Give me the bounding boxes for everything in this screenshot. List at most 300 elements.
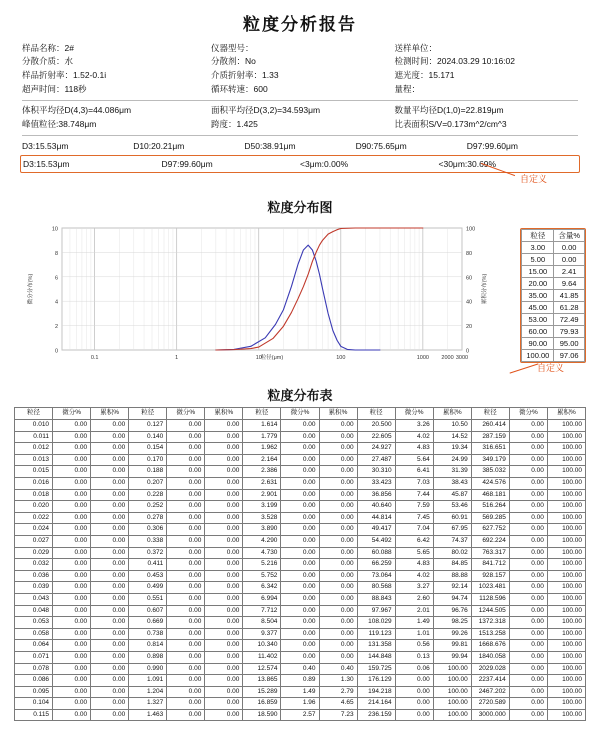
dist-cell: 92.14 bbox=[433, 582, 471, 594]
dist-cell: 0.00 bbox=[319, 454, 357, 466]
table-row bbox=[15, 512, 586, 524]
dist-cell: 0.00 bbox=[319, 420, 357, 432]
dist-cell: 0.00 bbox=[91, 675, 129, 687]
table-row bbox=[522, 266, 585, 278]
dist-cell: 2.60 bbox=[395, 593, 433, 605]
dist-cell: 100.00 bbox=[547, 663, 585, 675]
dist-cell: 0.00 bbox=[91, 698, 129, 710]
stats-block bbox=[22, 104, 578, 132]
dist-cell: 287.159 bbox=[471, 431, 509, 443]
side-table-header: 含量% bbox=[554, 230, 585, 242]
meta-field: 循环转速：600 bbox=[211, 84, 268, 95]
dist-cell: 1.962 bbox=[243, 443, 281, 455]
dist-cell: 0.00 bbox=[509, 443, 547, 455]
dist-header: 累积% bbox=[205, 408, 243, 420]
side-table-cell: 79.93 bbox=[554, 326, 585, 338]
dist-cell: 236.159 bbox=[357, 709, 395, 721]
side-table-cell: 20.00 bbox=[522, 278, 554, 290]
page-title: 粒度分析报告 bbox=[243, 15, 357, 35]
dist-cell: 80.568 bbox=[357, 582, 395, 594]
dist-cell: 4.730 bbox=[243, 547, 281, 559]
dist-cell: 0.00 bbox=[53, 454, 91, 466]
dist-cell: 0.00 bbox=[53, 628, 91, 640]
table-row bbox=[15, 489, 586, 501]
table-row bbox=[15, 593, 586, 605]
highlight-value: D3:15.53μm bbox=[23, 159, 70, 170]
dist-cell: 84.85 bbox=[433, 559, 471, 571]
table-row bbox=[522, 350, 585, 362]
dist-cell: 0.00 bbox=[91, 443, 129, 455]
dist-cell: 0.00 bbox=[509, 617, 547, 629]
side-table-cell: 100.00 bbox=[522, 350, 554, 362]
dist-cell: 0.053 bbox=[15, 617, 53, 629]
side-table-cell: 9.64 bbox=[554, 278, 585, 290]
dist-cell: 0.00 bbox=[53, 651, 91, 663]
table-row bbox=[522, 302, 585, 314]
dist-cell: 100.00 bbox=[433, 675, 471, 687]
table-row bbox=[15, 547, 586, 559]
dist-cell: 0.00 bbox=[53, 698, 91, 710]
dist-cell: 0.00 bbox=[91, 524, 129, 536]
dist-cell: 108.029 bbox=[357, 617, 395, 629]
dist-cell: 0.071 bbox=[15, 651, 53, 663]
dist-cell: 0.00 bbox=[53, 524, 91, 536]
dist-cell: 0.00 bbox=[395, 675, 433, 687]
dist-cell: 0.00 bbox=[281, 547, 319, 559]
dist-cell: 0.00 bbox=[205, 651, 243, 663]
dist-cell: 4.02 bbox=[395, 431, 433, 443]
dist-cell: 1.327 bbox=[129, 698, 167, 710]
dist-cell: 44.814 bbox=[357, 512, 395, 524]
table-row bbox=[15, 698, 586, 710]
table-row bbox=[15, 535, 586, 547]
table-row bbox=[15, 628, 586, 640]
dist-cell: 0.00 bbox=[167, 675, 205, 687]
dist-cell: 0.00 bbox=[319, 570, 357, 582]
meta-row bbox=[22, 41, 578, 55]
stats-field: 跨度：1.425 bbox=[211, 119, 258, 130]
dist-cell: 0.058 bbox=[15, 628, 53, 640]
dist-cell: 7.712 bbox=[243, 605, 281, 617]
dist-cell: 0.00 bbox=[167, 489, 205, 501]
dist-cell: 0.00 bbox=[167, 443, 205, 455]
stats-field: 峰值粒径:38.748μm bbox=[22, 119, 97, 130]
dist-cell: 0.00 bbox=[167, 628, 205, 640]
dist-cell: 0.669 bbox=[129, 617, 167, 629]
d-value: D50:38.91μm bbox=[244, 140, 296, 151]
dist-cell: 0.00 bbox=[205, 663, 243, 675]
dist-cell: 0.00 bbox=[53, 547, 91, 559]
dist-cell: 0.13 bbox=[395, 651, 433, 663]
dist-cell: 0.00 bbox=[281, 617, 319, 629]
dist-cell: 3000.000 bbox=[471, 709, 509, 721]
dist-cell: 0.032 bbox=[15, 559, 53, 571]
dist-cell: 0.00 bbox=[395, 698, 433, 710]
d-value: D10:20.21μm bbox=[133, 140, 185, 151]
dist-cell: 0.012 bbox=[15, 443, 53, 455]
dist-cell: 0.00 bbox=[281, 501, 319, 513]
dist-header: 粒径 bbox=[357, 408, 395, 420]
d-value: D97:99.60μm bbox=[466, 140, 518, 151]
dist-cell: 88.843 bbox=[357, 593, 395, 605]
dist-cell: 97.967 bbox=[357, 605, 395, 617]
dist-cell: 0.00 bbox=[509, 640, 547, 652]
dist-cell: 0.00 bbox=[53, 478, 91, 490]
x-tick: 1000 bbox=[416, 355, 429, 362]
dist-cell: 763.317 bbox=[471, 547, 509, 559]
y-tick-right: 100 bbox=[466, 226, 476, 233]
dist-cell: 0.00 bbox=[319, 512, 357, 524]
dist-cell: 6.994 bbox=[243, 593, 281, 605]
dist-cell: 0.00 bbox=[91, 431, 129, 443]
callout-label-2: 自定义 bbox=[537, 364, 565, 375]
dist-cell: 3.890 bbox=[243, 524, 281, 536]
dist-cell: 3.27 bbox=[395, 582, 433, 594]
dist-cell: 569.285 bbox=[471, 512, 509, 524]
y-tick-left: 2 bbox=[54, 324, 58, 331]
dist-header: 累积% bbox=[91, 408, 129, 420]
dist-cell: 0.00 bbox=[53, 466, 91, 478]
dist-cell: 0.00 bbox=[91, 663, 129, 675]
dist-cell: 0.00 bbox=[167, 547, 205, 559]
dist-cell: 0.00 bbox=[53, 686, 91, 698]
dist-cell: 0.00 bbox=[53, 570, 91, 582]
x-tick: 0.1 bbox=[90, 355, 99, 362]
dist-cell: 0.00 bbox=[205, 617, 243, 629]
dist-cell: 14.52 bbox=[433, 431, 471, 443]
dist-cell: 0.00 bbox=[281, 640, 319, 652]
side-table-cell: 60.00 bbox=[522, 326, 554, 338]
table-row bbox=[522, 314, 585, 326]
dist-cell: 0.00 bbox=[319, 547, 357, 559]
meta-row bbox=[22, 69, 578, 83]
dist-cell: 80.02 bbox=[433, 547, 471, 559]
dist-cell: 0.00 bbox=[395, 686, 433, 698]
dist-cell: 0.00 bbox=[509, 663, 547, 675]
dist-cell: 0.00 bbox=[281, 570, 319, 582]
dist-cell: 516.264 bbox=[471, 501, 509, 513]
dist-cell: 424.576 bbox=[471, 478, 509, 490]
dist-cell: 0.00 bbox=[509, 582, 547, 594]
divider-1 bbox=[22, 100, 578, 101]
table-row bbox=[15, 651, 586, 663]
dist-cell: 0.228 bbox=[129, 489, 167, 501]
stats-field: 比表面积S/V=0.173m^2/cm^3 bbox=[394, 119, 507, 130]
dist-cell: 15.289 bbox=[243, 686, 281, 698]
custom-highlight-box[interactable] bbox=[20, 155, 580, 173]
stats-field: 数量平均径D(1,0)=22.819μm bbox=[394, 105, 504, 116]
table-row bbox=[15, 686, 586, 698]
table-row bbox=[15, 570, 586, 582]
dist-cell: 0.00 bbox=[53, 593, 91, 605]
dist-cell: 10.340 bbox=[243, 640, 281, 652]
stats-row bbox=[22, 104, 578, 118]
dist-cell: 0.00 bbox=[281, 651, 319, 663]
meta-field: 遮光度：15.171 bbox=[394, 70, 455, 81]
dist-cell: 0.188 bbox=[129, 466, 167, 478]
dist-cell: 0.00 bbox=[167, 535, 205, 547]
dist-cell: 10.50 bbox=[433, 420, 471, 432]
dist-cell: 0.00 bbox=[509, 698, 547, 710]
dist-cell: 5.752 bbox=[243, 570, 281, 582]
dist-cell: 0.06 bbox=[395, 663, 433, 675]
side-table-cell: 95.00 bbox=[554, 338, 585, 350]
dist-cell: 100.00 bbox=[547, 547, 585, 559]
dist-cell: 0.00 bbox=[53, 675, 91, 687]
dist-cell: 67.95 bbox=[433, 524, 471, 536]
dist-cell: 0.00 bbox=[319, 640, 357, 652]
dist-cell: 0.00 bbox=[91, 512, 129, 524]
dist-cell: 53.46 bbox=[433, 501, 471, 513]
table-row bbox=[15, 466, 586, 478]
dist-cell: 0.898 bbox=[129, 651, 167, 663]
table-row bbox=[522, 338, 585, 350]
stats-field: 面积平均径D(3,2)=34.593μm bbox=[211, 105, 321, 116]
dist-cell: 49.417 bbox=[357, 524, 395, 536]
dist-cell: 144.848 bbox=[357, 651, 395, 663]
y-tick-left: 6 bbox=[54, 275, 58, 282]
dist-cell: 0.00 bbox=[509, 466, 547, 478]
dist-cell: 20.500 bbox=[357, 420, 395, 432]
dist-cell: 0.00 bbox=[205, 478, 243, 490]
dist-cell: 0.00 bbox=[53, 605, 91, 617]
dist-cell: 2.901 bbox=[243, 489, 281, 501]
dist-cell: 0.00 bbox=[167, 454, 205, 466]
dist-cell: 0.00 bbox=[509, 478, 547, 490]
side-table-cell: 5.00 bbox=[522, 254, 554, 266]
dist-cell: 100.00 bbox=[547, 512, 585, 524]
side-table-cell: 15.00 bbox=[522, 266, 554, 278]
dist-cell: 0.00 bbox=[281, 478, 319, 490]
y-tick-right: 60 bbox=[466, 275, 473, 282]
dist-cell: 100.00 bbox=[547, 640, 585, 652]
dist-cell: 0.00 bbox=[509, 431, 547, 443]
dist-cell: 0.00 bbox=[91, 640, 129, 652]
dist-cell: 0.00 bbox=[509, 651, 547, 663]
dist-cell: 0.015 bbox=[15, 466, 53, 478]
dist-cell: 18.590 bbox=[243, 709, 281, 721]
dist-cell: 0.00 bbox=[91, 559, 129, 571]
dist-cell: 0.40 bbox=[281, 663, 319, 675]
dist-cell: 0.738 bbox=[129, 628, 167, 640]
dist-cell: 1513.258 bbox=[471, 628, 509, 640]
dist-header: 微分% bbox=[509, 408, 547, 420]
y-axis-label-left: 微分分布(%) bbox=[28, 274, 34, 305]
dist-cell: 7.23 bbox=[319, 709, 357, 721]
particle-distribution-chart bbox=[14, 218, 586, 383]
table-row bbox=[15, 675, 586, 687]
x-tick: 10 bbox=[255, 355, 262, 362]
dist-cell: 0.338 bbox=[129, 535, 167, 547]
dist-cell: 0.115 bbox=[15, 709, 53, 721]
dist-cell: 0.043 bbox=[15, 593, 53, 605]
dist-cell: 0.00 bbox=[509, 686, 547, 698]
dist-cell: 73.064 bbox=[357, 570, 395, 582]
dist-cell: 0.039 bbox=[15, 582, 53, 594]
table-row bbox=[15, 431, 586, 443]
table-row bbox=[15, 501, 586, 513]
table-row bbox=[15, 617, 586, 629]
dist-cell: 100.00 bbox=[547, 431, 585, 443]
dist-header: 微分% bbox=[167, 408, 205, 420]
dist-cell: 1.463 bbox=[129, 709, 167, 721]
dist-cell: 2.386 bbox=[243, 466, 281, 478]
dist-cell: 0.00 bbox=[205, 420, 243, 432]
dist-cell: 0.00 bbox=[509, 420, 547, 432]
dist-cell: 100.00 bbox=[547, 698, 585, 710]
dist-cell: 0.00 bbox=[205, 675, 243, 687]
dist-cell: 66.259 bbox=[357, 559, 395, 571]
dist-cell: 0.00 bbox=[509, 489, 547, 501]
dist-cell: 100.00 bbox=[547, 420, 585, 432]
dist-cell: 0.00 bbox=[91, 547, 129, 559]
dist-cell: 0.00 bbox=[53, 559, 91, 571]
dist-cell: 0.551 bbox=[129, 593, 167, 605]
dist-cell: 12.574 bbox=[243, 663, 281, 675]
dist-cell: 2.79 bbox=[319, 686, 357, 698]
dist-cell: 159.725 bbox=[357, 663, 395, 675]
dist-cell: 0.00 bbox=[53, 663, 91, 675]
dist-cell: 260.414 bbox=[471, 420, 509, 432]
dist-cell: 1.01 bbox=[395, 628, 433, 640]
dist-cell: 0.00 bbox=[91, 617, 129, 629]
d-value: D3:15.53μm bbox=[22, 140, 69, 151]
dist-cell: 100.00 bbox=[547, 709, 585, 721]
dist-cell: 4.83 bbox=[395, 559, 433, 571]
dist-cell: 0.00 bbox=[167, 570, 205, 582]
dist-cell: 27.487 bbox=[357, 454, 395, 466]
table-row bbox=[15, 454, 586, 466]
dist-cell: 100.00 bbox=[433, 686, 471, 698]
dist-cell: 100.00 bbox=[433, 698, 471, 710]
dist-cell: 0.00 bbox=[53, 535, 91, 547]
dist-cell: 5.64 bbox=[395, 454, 433, 466]
dist-cell: 0.00 bbox=[167, 663, 205, 675]
dist-cell: 0.89 bbox=[281, 675, 319, 687]
dist-cell: 0.010 bbox=[15, 420, 53, 432]
dist-cell: 0.00 bbox=[205, 593, 243, 605]
dist-header: 粒径 bbox=[471, 408, 509, 420]
dist-cell: 100.00 bbox=[547, 443, 585, 455]
table-row bbox=[15, 559, 586, 571]
x-axis-label: 粒径(μm) bbox=[260, 355, 284, 362]
dist-header: 累积% bbox=[433, 408, 471, 420]
dist-cell: 0.499 bbox=[129, 582, 167, 594]
dist-cell: 100.00 bbox=[547, 605, 585, 617]
dist-cell: 99.94 bbox=[433, 651, 471, 663]
y-tick-left: 0 bbox=[54, 348, 58, 355]
x-tick: 100 bbox=[336, 355, 346, 362]
dist-cell: 0.00 bbox=[91, 686, 129, 698]
dist-cell: 0.00 bbox=[509, 593, 547, 605]
dist-cell: 0.00 bbox=[281, 582, 319, 594]
dist-cell: 5.216 bbox=[243, 559, 281, 571]
dist-cell: 1.614 bbox=[243, 420, 281, 432]
side-table-cell: 53.00 bbox=[522, 314, 554, 326]
dist-cell: 0.00 bbox=[205, 512, 243, 524]
dist-cell: 2.164 bbox=[243, 454, 281, 466]
dist-cell: 0.140 bbox=[129, 431, 167, 443]
dist-cell: 100.00 bbox=[433, 709, 471, 721]
dist-cell: 0.00 bbox=[205, 431, 243, 443]
chart-canvas bbox=[14, 218, 586, 383]
table-row bbox=[15, 663, 586, 675]
meta-field: 分散剂：No bbox=[211, 56, 256, 67]
dist-cell: 0.095 bbox=[15, 686, 53, 698]
dist-cell: 0.00 bbox=[167, 466, 205, 478]
dist-cell: 0.00 bbox=[167, 605, 205, 617]
dist-cell: 0.00 bbox=[53, 512, 91, 524]
table-row bbox=[522, 290, 585, 302]
chart-section-title: 粒度分布图 bbox=[267, 201, 333, 217]
dist-cell: 0.00 bbox=[281, 559, 319, 571]
dist-table-title: 粒度分布表 bbox=[267, 389, 333, 405]
dist-cell: 0.00 bbox=[205, 489, 243, 501]
dist-cell: 0.00 bbox=[91, 570, 129, 582]
dist-cell: 30.310 bbox=[357, 466, 395, 478]
dist-cell: 0.00 bbox=[319, 628, 357, 640]
dist-cell: 0.00 bbox=[281, 454, 319, 466]
dist-cell: 0.00 bbox=[319, 524, 357, 536]
dist-cell: 0.00 bbox=[319, 489, 357, 501]
dist-cell: 100.00 bbox=[547, 535, 585, 547]
dist-cell: 385.032 bbox=[471, 466, 509, 478]
side-table-cell: 0.00 bbox=[554, 254, 585, 266]
dist-cell: 8.504 bbox=[243, 617, 281, 629]
highlight-value: <30μm:30.69% bbox=[438, 159, 497, 170]
table-row bbox=[15, 443, 586, 455]
table-row bbox=[15, 524, 586, 536]
dist-cell: 0.00 bbox=[509, 524, 547, 536]
y-tick-left: 10 bbox=[51, 226, 58, 233]
dist-cell: 0.00 bbox=[91, 651, 129, 663]
dist-cell: 100.00 bbox=[547, 478, 585, 490]
dist-cell: 100.00 bbox=[547, 617, 585, 629]
dist-cell: 0.00 bbox=[53, 431, 91, 443]
table-row bbox=[522, 326, 585, 338]
dist-cell: 4.83 bbox=[395, 443, 433, 455]
dist-cell: 0.00 bbox=[91, 466, 129, 478]
dist-cell: 0.00 bbox=[205, 628, 243, 640]
dist-cell: 0.00 bbox=[509, 570, 547, 582]
table-row bbox=[15, 420, 586, 432]
dist-cell: 0.00 bbox=[167, 501, 205, 513]
dist-cell: 0.036 bbox=[15, 570, 53, 582]
dist-cell: 1.204 bbox=[129, 686, 167, 698]
dist-cell: 2237.414 bbox=[471, 675, 509, 687]
dist-cell: 0.00 bbox=[91, 593, 129, 605]
dist-cell: 3.528 bbox=[243, 512, 281, 524]
plot-area bbox=[62, 228, 462, 350]
y-tick-right: 80 bbox=[466, 251, 473, 258]
dist-cell: 5.65 bbox=[395, 547, 433, 559]
dist-cell: 0.00 bbox=[91, 478, 129, 490]
dist-header: 粒径 bbox=[243, 408, 281, 420]
dist-cell: 0.00 bbox=[509, 454, 547, 466]
dist-cell: 2720.589 bbox=[471, 698, 509, 710]
dist-cell: 100.00 bbox=[547, 686, 585, 698]
dist-cell: 0.022 bbox=[15, 512, 53, 524]
dist-cell: 349.179 bbox=[471, 454, 509, 466]
dist-cell: 0.00 bbox=[509, 605, 547, 617]
dist-cell: 0.00 bbox=[509, 535, 547, 547]
dist-cell: 1128.596 bbox=[471, 593, 509, 605]
dist-cell: 24.927 bbox=[357, 443, 395, 455]
dist-cell: 0.00 bbox=[53, 617, 91, 629]
dist-cell: 0.207 bbox=[129, 478, 167, 490]
dist-cell: 1.30 bbox=[319, 675, 357, 687]
dist-cell: 0.00 bbox=[205, 605, 243, 617]
